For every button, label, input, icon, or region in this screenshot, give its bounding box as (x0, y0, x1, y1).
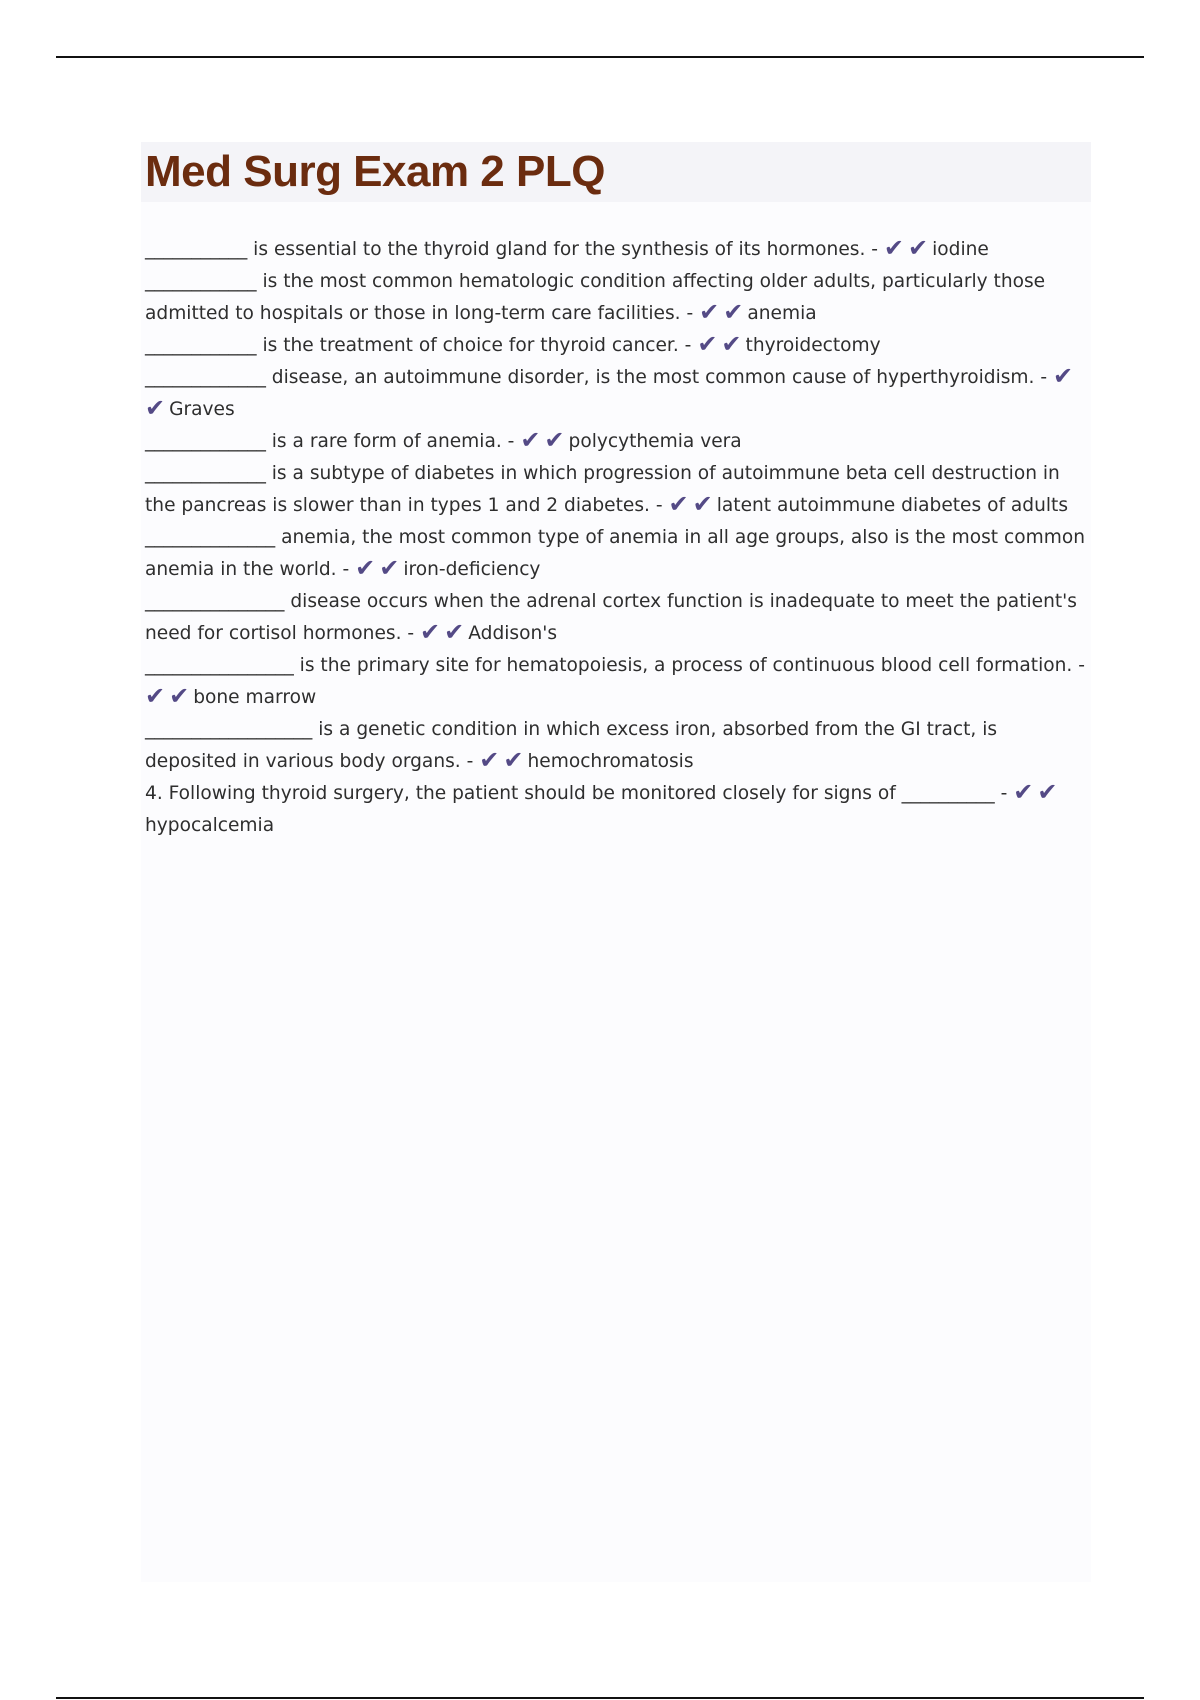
bottom-rule (56, 1697, 1144, 1699)
question-item (141, 234, 1089, 266)
check-mark-icon: ✔ (692, 490, 713, 518)
check-mark-icon: ✔ (520, 426, 541, 454)
question-item (141, 650, 1089, 714)
document-page (141, 142, 1091, 1582)
question-text: ____________ is the treatment of choice for thyroid cancer. - (145, 335, 692, 356)
question-text: _______________ disease occurs when the adrenal cortex function is inadequate to meet the patient's need for cortisol hormones. - (145, 591, 1077, 644)
question-text: __________________ is a genetic condition in which excess iron, absorbed from the GI tract, is deposited in various body organs. - (145, 719, 998, 772)
check-mark-icon: ✔ (697, 330, 718, 358)
check-mark-icon: ✔ (503, 746, 524, 774)
check-mark-icon: ✔ (1037, 778, 1058, 806)
question-item (141, 778, 1089, 842)
answer-text: Addison's (468, 623, 558, 644)
question-item (141, 522, 1089, 586)
answer-text: hypocalcemia (145, 815, 275, 836)
question-item (141, 586, 1089, 650)
check-mark-icon: ✔ (355, 554, 376, 582)
answer-text: hemochromatosis (527, 751, 694, 772)
check-mark-icon: ✔ (420, 618, 441, 646)
answer-text: Graves (169, 399, 235, 420)
answer-text: latent autoimmune diabetes of adults (716, 495, 1069, 516)
question-text: ___________ is essential to the thyroid gland for the synthesis of its hormones. - (145, 239, 878, 260)
question-text: _____________ is a rare form of anemia. - (145, 431, 515, 452)
check-mark-icon: ✔ (721, 330, 742, 358)
check-mark-icon: ✔ (544, 426, 565, 454)
page-title: Med Surg Exam 2 PLQ (145, 147, 605, 196)
question-text: ______________ anemia, the most common type of anemia in all age groups, also is the most common anemia in the world. - (145, 527, 1085, 580)
check-mark-icon: ✔ (169, 682, 190, 710)
answer-text: anemia (747, 303, 817, 324)
answer-text: bone marrow (193, 687, 317, 708)
check-mark-icon: ✔ (1053, 362, 1074, 390)
check-mark-icon: ✔ (479, 746, 500, 774)
title-band (141, 142, 1091, 202)
question-text: _____________ is a subtype of diabetes in which progression of autoimmune beta cell destruction in the pancreas is slower than in types 1 and 2 diabetes. - (145, 463, 1060, 516)
question-text: 4. Following thyroid surgery, the patient should be monitored closely for signs of __________ - (145, 783, 1008, 804)
question-text: _____________ disease, an autoimmune disorder, is the most common cause of hyperthyroidism. - (145, 367, 1048, 388)
check-mark-icon: ✔ (145, 394, 166, 422)
answer-text: thyroidectomy (745, 335, 881, 356)
question-item (141, 330, 1089, 362)
question-item (141, 266, 1089, 330)
question-text: ____________ is the most common hematologic condition affecting older adults, particularly those admitted to hospitals or those in long-term care facilities. - (145, 271, 1046, 324)
question-item (141, 458, 1089, 522)
question-text: ________________ is the primary site for hematopoiesis, a process of continuous blood cell formation. - (145, 655, 1085, 676)
check-mark-icon: ✔ (699, 298, 720, 326)
check-mark-icon: ✔ (379, 554, 400, 582)
check-mark-icon: ✔ (1013, 778, 1034, 806)
question-item (141, 426, 1089, 458)
answer-text: polycythemia vera (568, 431, 742, 452)
check-mark-icon: ✔ (883, 234, 905, 262)
check-mark-icon: ✔ (723, 298, 744, 326)
question-item (141, 362, 1089, 426)
question-list (141, 234, 1091, 842)
check-mark-icon: ✔ (444, 618, 465, 646)
check-mark-icon: ✔ (145, 682, 166, 710)
answer-text: iron-deficiency (403, 559, 541, 580)
top-rule (56, 56, 1144, 58)
question-item (141, 714, 1089, 778)
check-mark-icon: ✔ (668, 490, 689, 518)
check-mark-icon: ✔ (908, 234, 929, 262)
answer-text: iodine (932, 239, 989, 260)
